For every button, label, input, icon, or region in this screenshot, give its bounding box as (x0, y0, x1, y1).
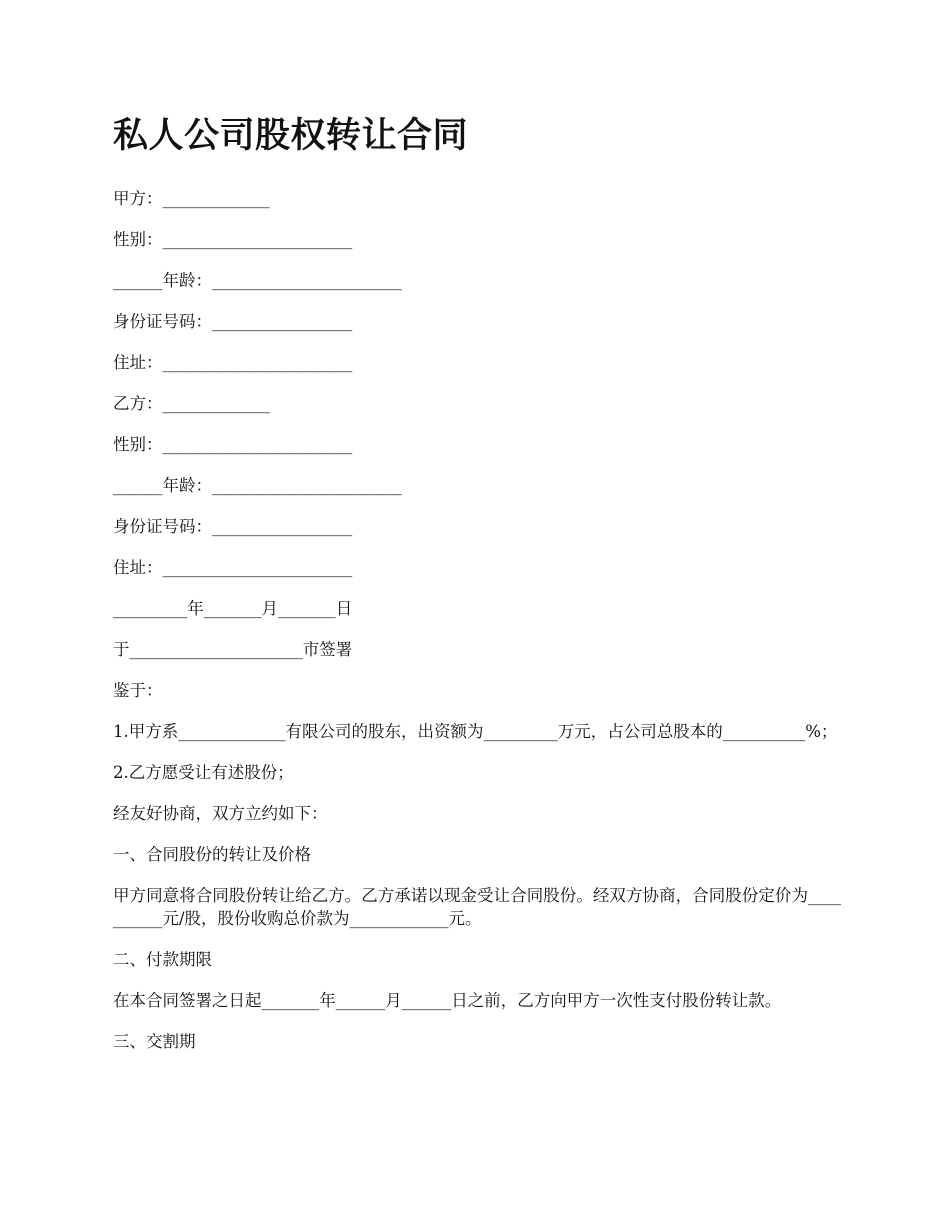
party-b-age: ______年龄：_______________________ (113, 476, 402, 495)
party-b-id-number: 身份证号码：_________________ (113, 517, 353, 536)
clause-1: 1.甲方系_____________有限公司的股东，出资额为_________万元，占公司总股本的__________%； (113, 722, 838, 741)
party-b-line: 乙方：_____________ (113, 394, 270, 413)
party-a-age: ______年龄：_______________________ (113, 271, 402, 290)
section-1-heading: 一、合同股份的转让及价格 (113, 845, 311, 864)
party-a-line: 甲方：_____________ (113, 189, 270, 208)
signing-date: _________年_______月_______日 (113, 599, 353, 618)
section-3-heading: 三、交割期 (113, 1032, 196, 1051)
document-title: 私人公司股权转让合同 (113, 115, 469, 156)
section-2-heading: 二、付款期限 (113, 950, 212, 969)
agreement-intro: 经友好协商，双方立约如下： (113, 804, 328, 823)
document-page (113, 112, 841, 1071)
party-b-gender: 性别：_______________________ (113, 435, 353, 454)
party-a-gender: 性别：_______________________ (113, 230, 353, 249)
clause-2: 2.乙方愿受让有述股份； (113, 763, 294, 782)
party-a-address: 住址：_______________________ (113, 353, 353, 372)
section-1-body: 甲方同意将合同股份转让给乙方。乙方承诺以现金受让合同股份。经双方协商，合同股份定价为__________元/股，股份收购总价款为____________元。 (113, 886, 841, 928)
signing-place: 于_____________________市签署 (113, 640, 353, 659)
party-b-address: 住址：_______________________ (113, 558, 353, 577)
section-2-body: 在本合同签署之日起_______年______月______日之前，乙方向甲方一次性支付股份转让款。 (113, 991, 782, 1010)
whereas-heading: 鉴于： (113, 681, 163, 700)
party-a-id-number: 身份证号码：_________________ (113, 312, 353, 331)
